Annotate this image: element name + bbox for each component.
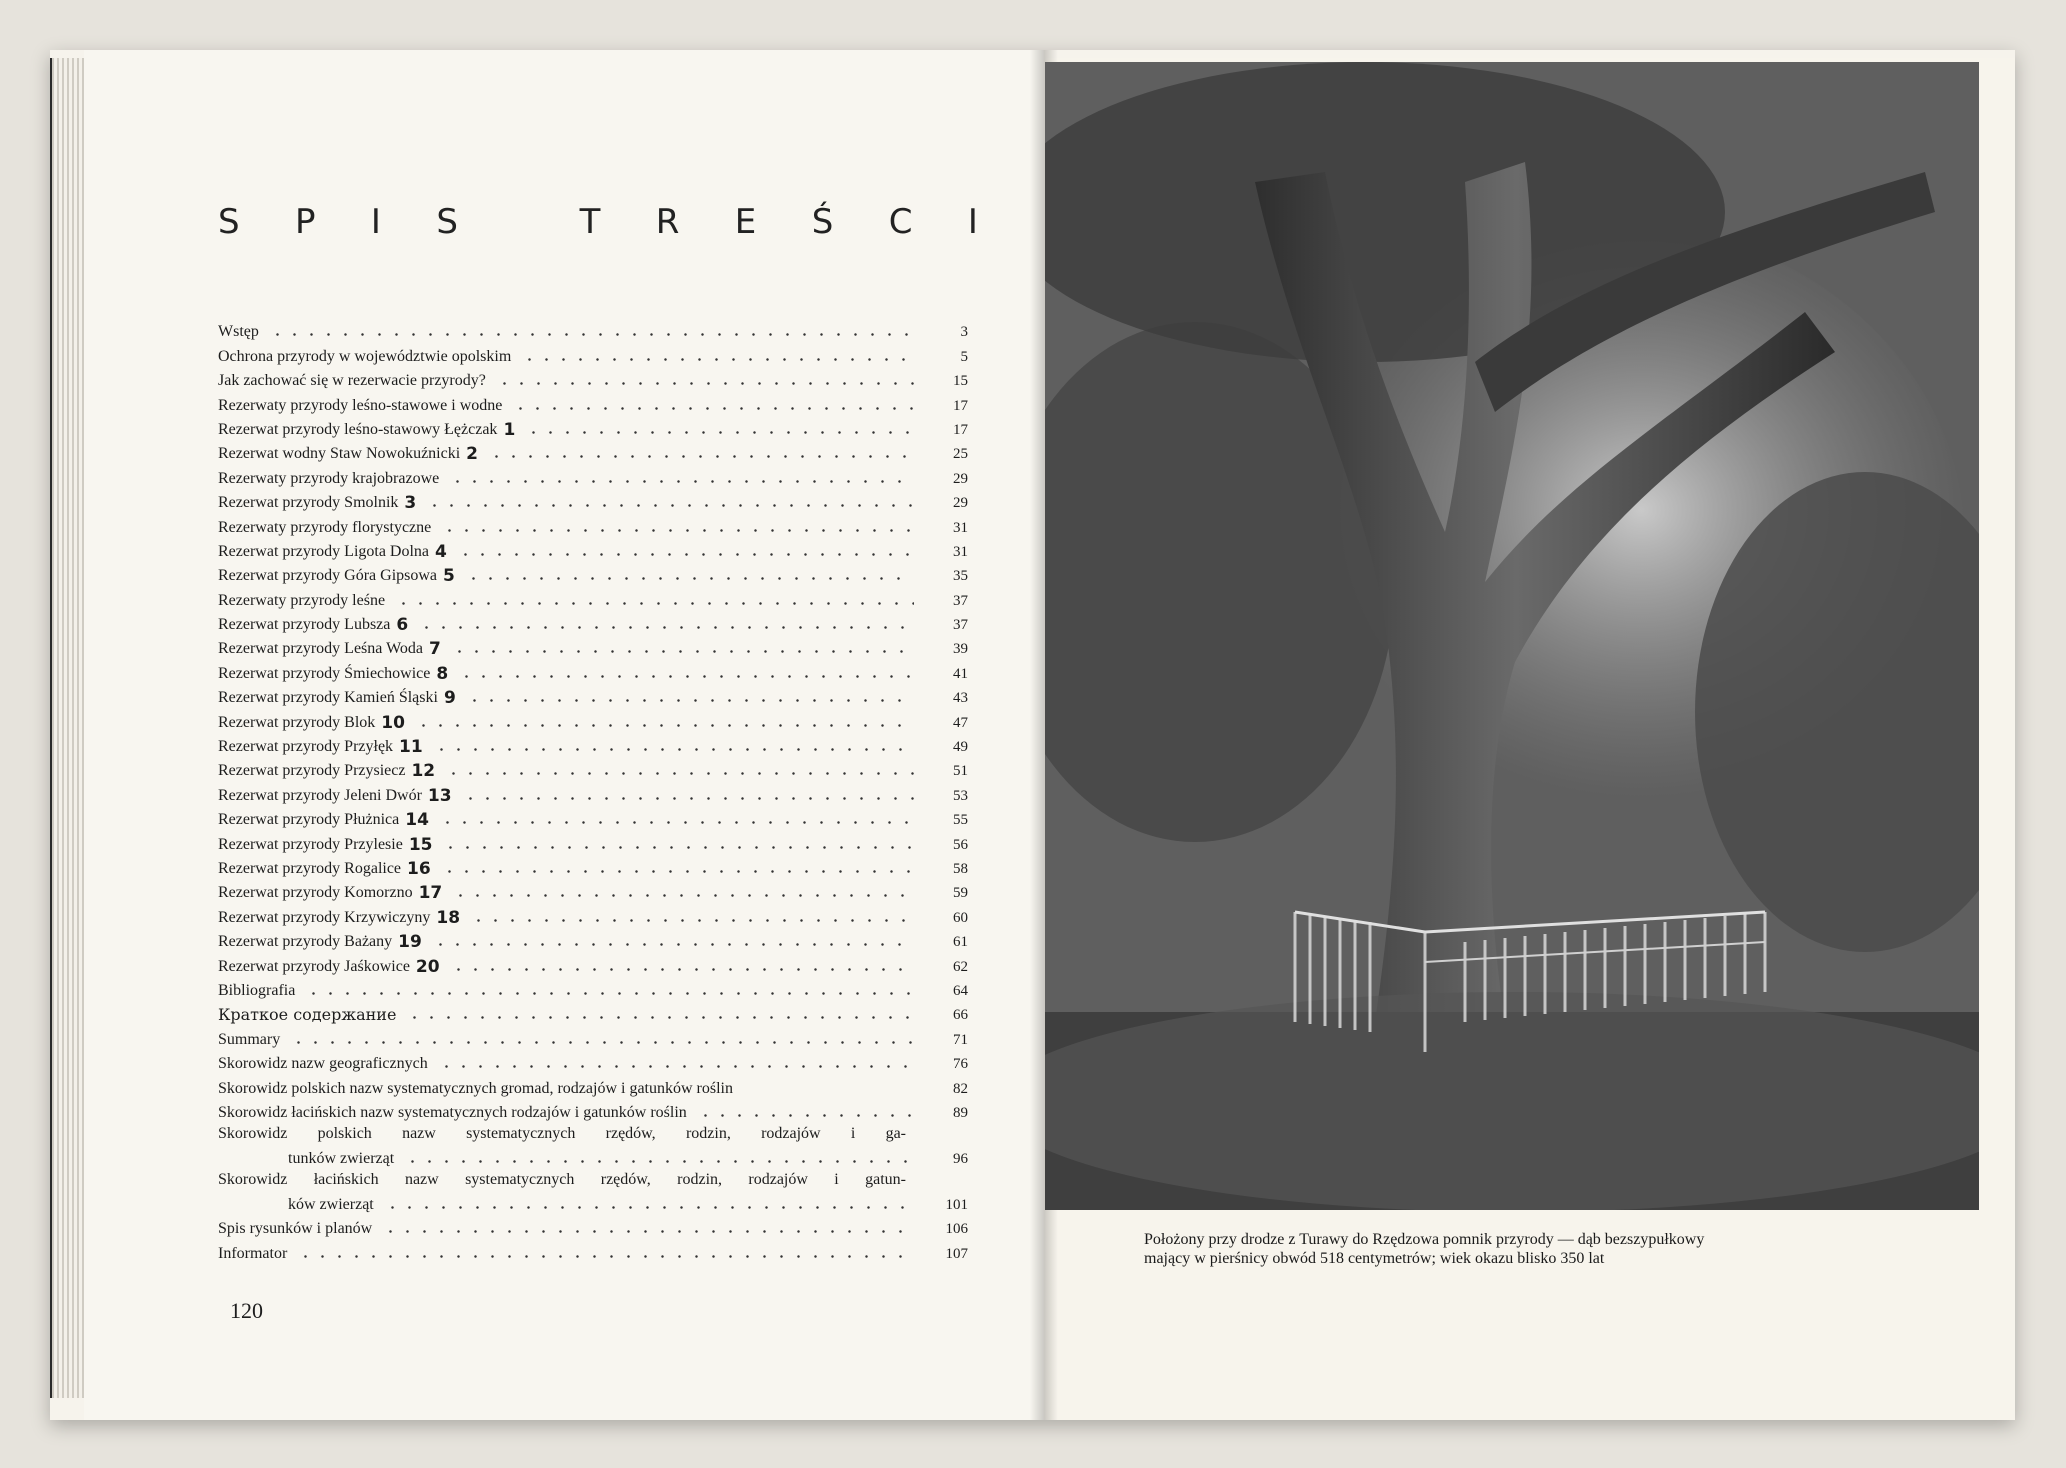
toc-entry bbox=[218, 902, 968, 926]
reserve-number: 14 bbox=[405, 810, 429, 831]
toc-entry-title: Rezerwaty przyrody leśne bbox=[218, 591, 386, 609]
toc-leader-dots bbox=[432, 943, 914, 946]
toc-heading-letter: P bbox=[295, 202, 316, 242]
toc-entry-title: Краткое содержание bbox=[218, 1005, 397, 1025]
toc-entry-title: Skorowidz łacińskich nazw systematycznych rzędów, rodzin, rodzajów i gatun- bbox=[218, 1170, 906, 1188]
toc-page-number: 47 bbox=[953, 714, 968, 731]
toc-leader-dots bbox=[438, 1065, 914, 1068]
toc-leader-dots bbox=[458, 675, 914, 678]
reserve-number: 18 bbox=[436, 907, 461, 928]
toc-page-number: 61 bbox=[953, 934, 968, 951]
reserve-number: 16 bbox=[407, 858, 431, 879]
toc-page-number: 60 bbox=[953, 909, 968, 926]
toc-entry bbox=[218, 1049, 968, 1073]
toc-entry-title: Rezerwat przyrody Leśna Woda bbox=[218, 640, 423, 658]
reserve-number: 10 bbox=[381, 712, 405, 733]
toc-leader-dots bbox=[415, 724, 914, 727]
toc-leader-dots bbox=[441, 529, 914, 532]
reserve-number: 1 bbox=[503, 419, 516, 440]
toc-page-number: 17 bbox=[953, 397, 968, 414]
toc-heading bbox=[218, 202, 978, 242]
toc-entry-title: Skorowidz nazw geograficznych bbox=[218, 1055, 428, 1073]
toc-entry-title: Skorowidz łacińskich nazw systematycznych rodzajów i gatunków roślin bbox=[218, 1103, 687, 1121]
toc-entry-title: Rezerwat przyrody Bażany bbox=[218, 933, 393, 951]
toc-leader-dots bbox=[406, 1016, 914, 1019]
toc-page-number: 37 bbox=[953, 592, 968, 609]
toc-leader-dots bbox=[290, 1041, 914, 1044]
toc-entry bbox=[218, 854, 968, 878]
toc-entry-title: Rezerwat przyrody Góra Gipsowa bbox=[218, 567, 438, 585]
toc-leader-dots bbox=[451, 650, 914, 653]
toc-leader-dots bbox=[449, 480, 914, 483]
reserve-number: 15 bbox=[408, 834, 433, 855]
toc-entry bbox=[218, 976, 968, 1000]
toc-entry bbox=[218, 1073, 968, 1097]
toc-entry bbox=[218, 756, 968, 780]
toc-leader-dots bbox=[395, 602, 914, 605]
toc-entry-title: Informator bbox=[218, 1244, 288, 1262]
toc-leader-dots bbox=[305, 992, 914, 995]
toc-entry-title: Rezerwaty przyrody leśno-stawowe i wodne bbox=[218, 396, 503, 414]
toc-page-number: 66 bbox=[953, 1007, 968, 1024]
toc-entry bbox=[218, 683, 968, 707]
toc-entry-title: Rezerwat przyrody Płużnica bbox=[218, 811, 400, 829]
toc-page-number: 35 bbox=[953, 568, 968, 585]
toc-heading-letter: S bbox=[218, 202, 240, 242]
reserve-number: 13 bbox=[427, 785, 452, 806]
toc-entry-title: Ochrona przyrody w województwie opolskim bbox=[218, 347, 512, 365]
toc-page-number: 49 bbox=[953, 739, 968, 756]
toc-entry-title: Rezerwat przyrody Blok bbox=[218, 713, 376, 731]
toc-leader-dots bbox=[488, 455, 914, 458]
toc-entry-title: Rezerwat przyrody leśno-stawowy Łężczak bbox=[218, 420, 498, 438]
toc-entry-title: Spis rysunków i planów bbox=[218, 1220, 373, 1238]
reserve-number: 3 bbox=[404, 493, 417, 514]
toc-entry-title: Rezerwat przyrody Jaśkowice bbox=[218, 957, 410, 975]
toc-entry-title: Summary bbox=[218, 1030, 281, 1048]
toc-entry bbox=[218, 707, 968, 731]
toc-leader-dots bbox=[470, 919, 914, 922]
toc-entry bbox=[218, 951, 968, 975]
toc-page-number: 62 bbox=[953, 958, 968, 975]
toc-leader-dots bbox=[466, 699, 914, 702]
toc-entry-title: Rezerwat przyrody Jeleni Dwór bbox=[218, 786, 422, 804]
toc-entry-title: Rezerwat przyrody Rogalice bbox=[218, 859, 402, 877]
toc-page-number: 31 bbox=[953, 519, 968, 536]
toc-heading-letter: T bbox=[579, 202, 601, 242]
toc-entry bbox=[218, 829, 968, 853]
toc-entry bbox=[218, 732, 968, 756]
toc-entry bbox=[218, 439, 968, 463]
toc-page-number: 5 bbox=[960, 348, 968, 365]
toc-page-number: 89 bbox=[953, 1104, 968, 1121]
toc-entry bbox=[218, 1098, 968, 1122]
toc-page-number: 37 bbox=[953, 617, 968, 634]
toc-page-number: 106 bbox=[945, 1221, 968, 1238]
reserve-number: 8 bbox=[436, 663, 449, 684]
toc-entry bbox=[218, 927, 968, 951]
toc-leader-dots bbox=[450, 968, 914, 971]
toc-page-number: 25 bbox=[953, 446, 968, 463]
toc-leader-dots bbox=[512, 407, 914, 410]
toc-page-number: 51 bbox=[953, 763, 968, 780]
toc-leader-dots bbox=[442, 846, 914, 849]
toc-entry bbox=[218, 585, 968, 609]
reserve-number: 2 bbox=[466, 444, 479, 465]
toc-entry-title: Rezerwat przyrody Przyłęk bbox=[218, 738, 394, 756]
toc-entry-title: Rezerwat przyrody Komorzno bbox=[218, 884, 413, 902]
toc-entry-title: Rezerwat przyrody Przylesie bbox=[218, 835, 403, 853]
toc-page-number: 64 bbox=[953, 982, 968, 999]
toc-leader-dots bbox=[525, 431, 914, 434]
toc-entry bbox=[218, 658, 968, 682]
toc-leader-dots bbox=[418, 626, 914, 629]
toc-leader-dots bbox=[465, 577, 914, 580]
toc-entry-title: Rezerwat przyrody Kamień Śląski bbox=[218, 689, 438, 707]
toc-entry-title-continued: tunków zwierząt bbox=[288, 1149, 395, 1167]
toc-leader-dots bbox=[441, 870, 914, 873]
toc-entry bbox=[218, 390, 968, 414]
toc-leader-dots bbox=[404, 1160, 914, 1163]
toc-page-number: 53 bbox=[953, 787, 968, 804]
toc-entry-title: Rezerwat wodny Staw Nowokuźnicki bbox=[218, 445, 461, 463]
toc-leader-dots bbox=[521, 358, 914, 361]
toc-entry-title: Rezerwat przyrody Smolnik bbox=[218, 494, 399, 512]
toc-page-number: 15 bbox=[953, 373, 968, 390]
toc-entry-title: Jak zachować się w rezerwacie przyrody? bbox=[218, 372, 486, 390]
toc-leader-dots bbox=[452, 894, 914, 897]
toc-heading-letter: I bbox=[967, 202, 978, 242]
toc-leader-dots bbox=[439, 821, 914, 824]
toc-entry bbox=[218, 463, 968, 487]
toc-heading-letter: C bbox=[888, 202, 913, 242]
toc-heading-letter: R bbox=[655, 202, 680, 242]
toc-leader-dots bbox=[269, 333, 914, 336]
toc-leader-dots bbox=[462, 797, 914, 800]
toc-page-number: 43 bbox=[953, 690, 968, 707]
toc-entry bbox=[218, 415, 968, 439]
reserve-number: 12 bbox=[411, 761, 436, 782]
toc-page-number: 76 bbox=[953, 1056, 968, 1073]
toc-entry bbox=[218, 634, 968, 658]
toc-page-number: 58 bbox=[953, 860, 968, 877]
toc-entry-title: Rezerwat przyrody Śmiechowice bbox=[218, 664, 431, 682]
reserve-number: 11 bbox=[399, 737, 423, 758]
reserve-number: 9 bbox=[443, 688, 456, 709]
toc-entry bbox=[218, 512, 968, 536]
toc-page-number: 96 bbox=[953, 1150, 968, 1167]
toc-leader-dots bbox=[426, 504, 914, 507]
toc-entry bbox=[218, 1122, 968, 1168]
toc-entry bbox=[218, 878, 968, 902]
toc-entry bbox=[218, 1000, 968, 1024]
toc-entry bbox=[218, 780, 968, 804]
toc-leader-dots bbox=[457, 553, 914, 556]
toc-page-number: 56 bbox=[953, 836, 968, 853]
photo-caption bbox=[1144, 1230, 1904, 1268]
toc-page-number: 101 bbox=[945, 1196, 968, 1213]
toc-leader-dots bbox=[384, 1206, 914, 1209]
toc-page-number: 29 bbox=[953, 470, 968, 487]
toc-heading-letter: Ś bbox=[811, 202, 834, 242]
toc-entry-title: Rezerwat przyrody Lubsza bbox=[218, 616, 391, 634]
toc-entry-title: Wstęp bbox=[218, 323, 259, 341]
toc-entry-title: Skorowidz polskich nazw systematycznych gromad, rodzajów i gatunków roślin bbox=[218, 1079, 733, 1097]
reserve-number: 20 bbox=[415, 956, 440, 977]
toc-page-number: 31 bbox=[953, 543, 968, 560]
reserve-number: 7 bbox=[429, 639, 441, 660]
toc-page-number: 3 bbox=[960, 324, 968, 341]
toc-entry bbox=[218, 561, 968, 585]
toc-entry bbox=[218, 488, 968, 512]
toc-leader-dots bbox=[297, 1255, 914, 1258]
toc-entry-title: Rezerwat przyrody Przysiecz bbox=[218, 762, 406, 780]
page-edges bbox=[50, 58, 86, 1398]
toc-entry bbox=[218, 317, 968, 341]
toc-heading-letter: S bbox=[436, 202, 458, 242]
toc-entry bbox=[218, 1024, 968, 1048]
toc-entry-title: Rezerwaty przyrody florystyczne bbox=[218, 518, 432, 536]
reserve-number: 19 bbox=[398, 932, 422, 953]
toc-page-number: 17 bbox=[953, 421, 968, 438]
toc-entry bbox=[218, 1214, 968, 1238]
toc-entry-title: Skorowidz polskich nazw systematycznych rzędów, rodzin, rodzajów i ga- bbox=[218, 1124, 906, 1142]
toc-heading-letter bbox=[513, 202, 524, 242]
toc-entry bbox=[218, 341, 968, 365]
toc-leader-dots bbox=[433, 748, 914, 751]
toc-leader-dots bbox=[445, 772, 914, 775]
reserve-number: 17 bbox=[418, 883, 443, 904]
toc-entry bbox=[218, 366, 968, 390]
reserve-number: 4 bbox=[435, 541, 447, 562]
page-number: 120 bbox=[230, 1298, 263, 1323]
oak-tree-photo bbox=[1045, 62, 1979, 1210]
caption-line-2: mający w pierśnicy obwód 518 centymetrów; wiek okazu blisko 350 lat bbox=[1144, 1250, 1605, 1267]
reserve-number: 6 bbox=[396, 615, 409, 636]
toc-leader-dots bbox=[382, 1230, 914, 1233]
toc-leader-dots bbox=[496, 382, 914, 385]
toc-page-number: 59 bbox=[953, 885, 968, 902]
toc-entry-title: Rezerwat przyrody Ligota Dolna bbox=[218, 542, 430, 560]
toc-page-number: 29 bbox=[953, 495, 968, 512]
toc-entry bbox=[218, 1238, 968, 1262]
toc-entry bbox=[218, 537, 968, 561]
toc-page-number: 55 bbox=[953, 812, 968, 829]
table-of-contents bbox=[218, 317, 968, 1263]
toc-heading-letter: E bbox=[734, 202, 757, 242]
toc-entry bbox=[218, 1168, 968, 1214]
toc-page-number: 41 bbox=[953, 665, 968, 682]
toc-entry-title: Rezerwaty przyrody krajobrazowe bbox=[218, 469, 440, 487]
toc-entry bbox=[218, 610, 968, 634]
reserve-number: 5 bbox=[443, 566, 455, 587]
caption-line-1: Położony przy drodze z Turawy do Rzędzowa pomnik przyrody — dąb bezszypułkowy bbox=[1144, 1231, 1705, 1248]
toc-page-number: 71 bbox=[953, 1031, 968, 1048]
toc-entry-title: Rezerwat przyrody Krzywiczyny bbox=[218, 908, 431, 926]
toc-entry-title: Bibliografia bbox=[218, 981, 296, 999]
toc-entry-title-continued: ków zwierząt bbox=[288, 1195, 374, 1213]
toc-page-number: 39 bbox=[953, 641, 968, 658]
toc-page-number: 82 bbox=[953, 1080, 968, 1097]
toc-entry bbox=[218, 805, 968, 829]
toc-heading-letter: I bbox=[370, 202, 381, 242]
toc-leader-dots bbox=[697, 1114, 914, 1117]
toc-page-number: 107 bbox=[945, 1245, 968, 1262]
